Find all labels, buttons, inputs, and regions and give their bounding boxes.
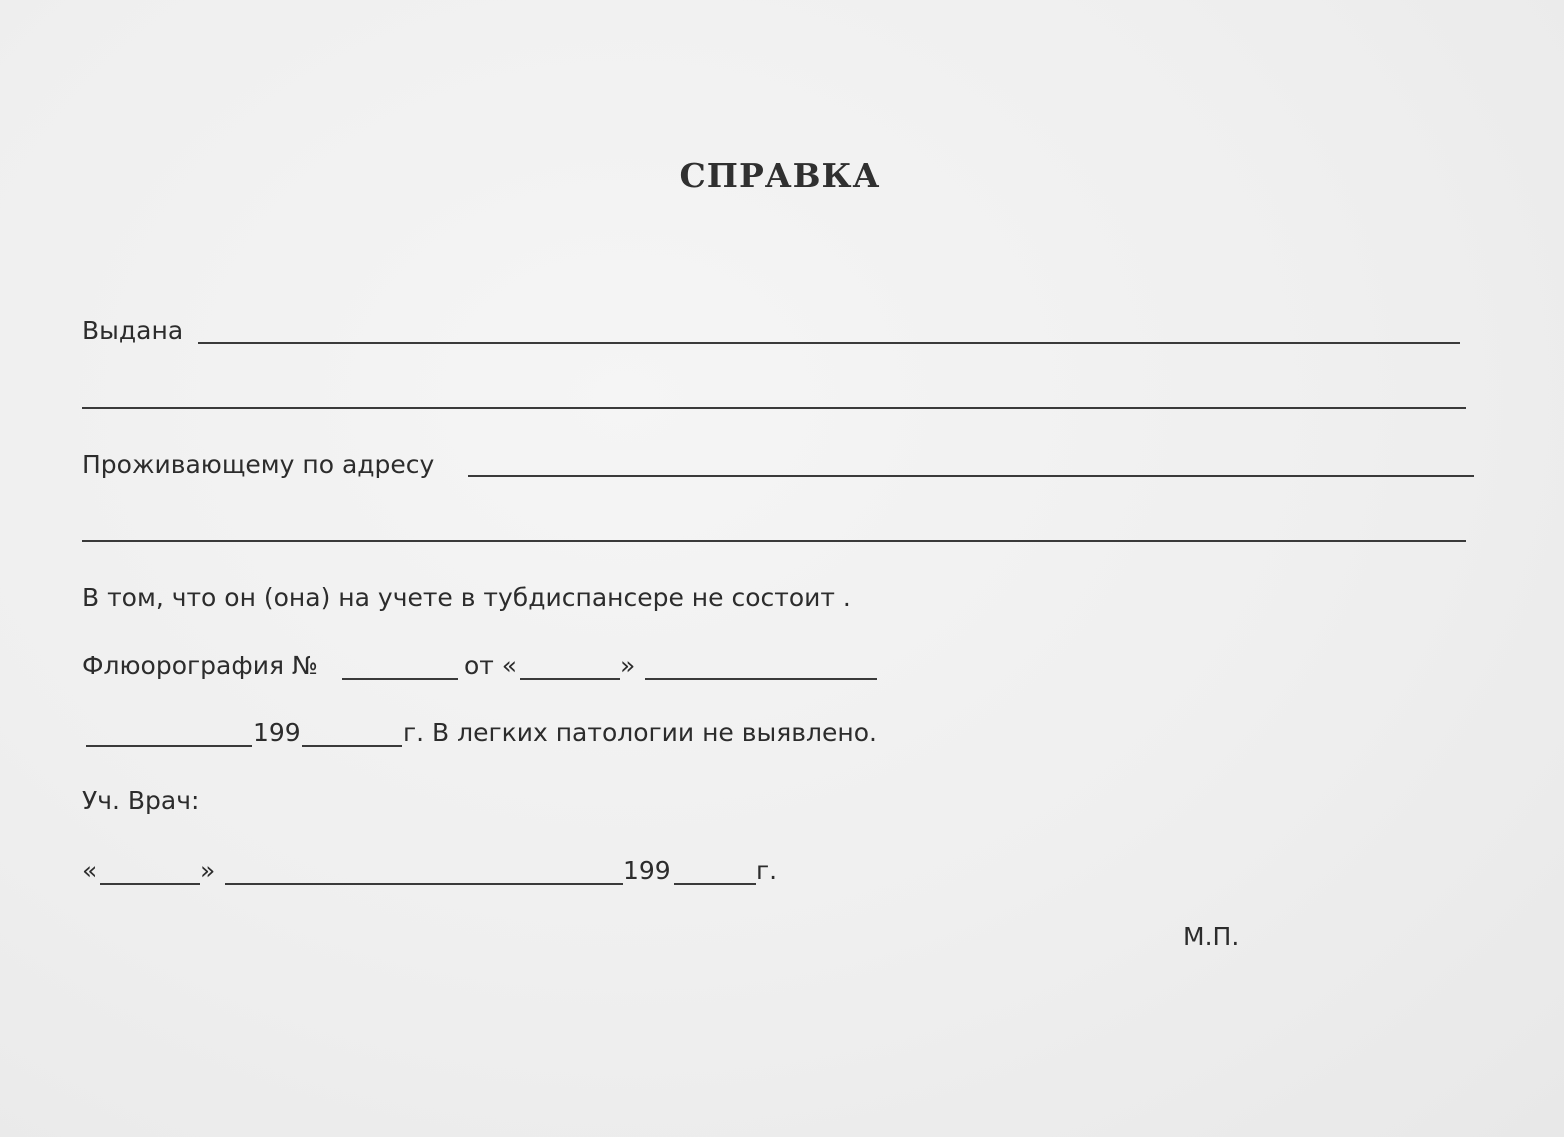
- result-text: г. В легких патологии не выявлено.: [403, 718, 877, 747]
- address-label: Проживающему по адресу: [82, 450, 435, 479]
- fluoro-from-label: от «: [464, 651, 518, 680]
- address-line-2: [82, 540, 1466, 542]
- sign-year-line: [674, 883, 756, 885]
- fluoro-date-line: [86, 745, 252, 747]
- issued-to-line: [198, 342, 1460, 344]
- fluoro-number-line: [342, 678, 458, 680]
- fluoro-year-prefix: 199: [253, 718, 301, 747]
- sign-day-line: [100, 883, 200, 885]
- sign-year-prefix: 199: [623, 856, 671, 885]
- fluoro-month-line: [645, 678, 877, 680]
- doctor-label: Уч. Врач:: [82, 786, 200, 815]
- stamp-place-label: М.П.: [1183, 922, 1240, 951]
- sign-month-line: [225, 883, 623, 885]
- fluoro-label: Флюорография №: [82, 651, 318, 680]
- sign-close-quote: »: [200, 856, 216, 885]
- issued-label: Выдана: [82, 316, 184, 345]
- sign-year-suffix: г.: [756, 856, 778, 885]
- sign-open-quote: «: [82, 856, 98, 885]
- fluoro-day-line: [520, 678, 620, 680]
- form-title: СПРАВКА: [679, 156, 881, 195]
- statement-text: В том, что он (она) на учете в тубдиспансере не состоит .: [82, 583, 851, 612]
- fluoro-year-line: [302, 745, 402, 747]
- fluoro-close-quote: »: [620, 651, 636, 680]
- issued-to-line-2: [82, 407, 1466, 409]
- address-line: [468, 475, 1474, 477]
